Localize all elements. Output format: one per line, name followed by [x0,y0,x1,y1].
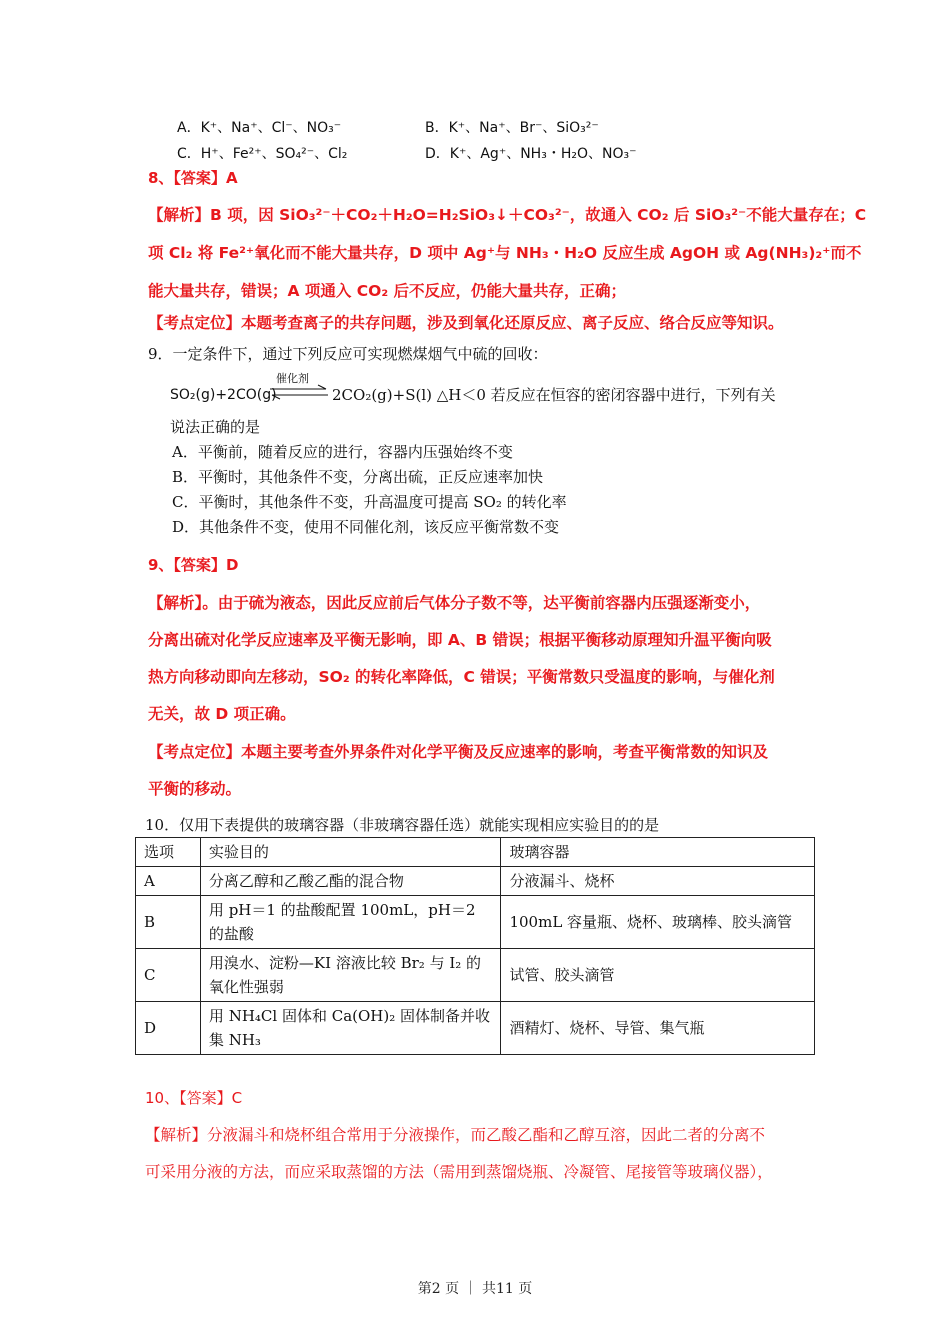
q8-option-d: D．K⁺、Ag⁺、NH₃・H₂O、NO₃⁻ [425,146,637,162]
q9-option-c: C．平衡时，其他条件不变，升高温度可提高 SO₂ 的转化率 [172,493,567,511]
table-cell: C [136,949,201,1002]
table-row [136,867,815,896]
q9-point-line: 平衡的移动。 [148,780,242,798]
q9-answer: 9、【答案】D [148,556,239,574]
q9-analysis-line: 分离出硫对化学反应速率及平衡无影响，即 A、B 错误；根据平衡移动原理知升温平衡向吸 [148,631,772,649]
page-footer: 第2 页 ｜ 共11 页 [417,1281,533,1297]
table-header-row [136,838,815,867]
table-cell: B [136,896,201,949]
q9-analysis-line: 无关，故 D 项正确。 [148,705,296,723]
q10-answer: 10、【答案】C [145,1089,243,1107]
q9-option-d: D．其他条件不变，使用不同催化剂，该反应平衡常数不变 [172,518,560,536]
table-cell: 用 NH₄Cl 固体和 Ca(OH)₂ 固体制备并收集 NH₃ [200,1002,501,1055]
q8-analysis-line: 能大量共存，错误；A 项通入 CO₂ 后不反应，仍能大量共存，正确； [148,282,627,300]
table-header: 玻璃容器 [501,838,815,867]
table-cell: 用溴水、淀粉—KI 溶液比较 Br₂ 与 I₂ 的氧化性强弱 [200,949,501,1002]
table-cell: 分液漏斗、烧杯 [501,867,815,896]
q10-analysis-line: 【解析】分液漏斗和烧杯组合常用于分液操作，而乙酸乙酯和乙醇互溶，因此二者的分离不 [145,1126,766,1144]
table-row [136,949,815,1002]
q8-option-c: C．H⁺、Fe²⁺、SO₄²⁻、Cl₂ [177,146,348,162]
experiment-table [135,837,815,1055]
q8-point: 【考点定位】本题考查离子的共存问题，涉及到氧化还原反应、离子反应、络合反应等知识。 [148,314,784,332]
q9-stem-continued: 说法正确的是 [170,418,261,436]
q9-catalyst: 催化剂 [276,372,309,385]
table-cell: 用 pH＝1 的盐酸配置 100mL，pH＝2 的盐酸 [200,896,501,949]
q9-stem: 9．一定条件下，通过下列反应可实现燃煤烟气中硫的回收： [148,345,548,363]
q10-analysis-line: 可采用分液的方法，而应采取蒸馏的方法（需用到蒸馏烧瓶、冷凝管、尾接管等玻璃仪器）， [145,1163,773,1181]
q9-option-a: A．平衡前，随着反应的进行，容器内压强始终不变 [172,443,513,461]
table-header: 选项 [136,838,201,867]
table-cell: 试管、胶头滴管 [501,949,815,1002]
table-cell: 100mL 容量瓶、烧杯、玻璃棒、胶头滴管 [501,896,815,949]
q8-option-a: A．K⁺、Na⁺、Cl⁻、NO₃⁻ [177,120,342,136]
q8-option-b: B．K⁺、Na⁺、Br⁻、SiO₃²⁻ [425,120,599,136]
q8-answer: 8、【答案】A [148,169,238,187]
q9-analysis-line: 【解析】。由于硫为液态，因此反应前后气体分子数不等，达平衡前容器内压强逐渐变小， [148,594,761,612]
table-cell: 分离乙醇和乙酸乙酯的混合物 [200,867,501,896]
q9-option-b: B．平衡时，其他条件不变，分离出硫，正反应速率加快 [172,468,544,486]
q8-analysis-line: 项 Cl₂ 将 Fe²⁺氧化而不能大量共存，D 项中 Ag⁺与 NH₃・H₂O 反应生成 AgOH 或 Ag(NH₃)₂⁺而不 [148,244,862,262]
table-cell: 酒精灯、烧杯、导管、集气瓶 [501,1002,815,1055]
q9-equation-left: SO₂(g)+2CO(g) [170,387,277,403]
q8-analysis-line: 【解析】B 项，因 SiO₃²⁻＋CO₂＋H₂O=H₂SiO₃↓＋CO₃²⁻，故通入 CO₂ 后 SiO₃²⁻不能大量存在；C [148,206,867,224]
reversible-arrow-icon [268,384,330,400]
table-row [136,1002,815,1055]
q9-point-line: 【考点定位】本题主要考查外界条件对化学平衡及反应速率的影响，考查平衡常数的知识及 [148,743,769,761]
q9-equation-right: 2CO₂(g)+S(l) △H＜0 若反应在恒容的密闭容器中进行，下列有关 [332,386,776,404]
table-cell: A [136,867,201,896]
table-cell: D [136,1002,201,1055]
q10-stem: 10．仅用下表提供的玻璃容器（非玻璃容器任选）就能实现相应实验目的的是 [145,816,660,834]
table-header: 实验目的 [200,838,501,867]
q9-analysis-line: 热方向移动即向左移动，SO₂ 的转化率降低，C 错误；平衡常数只受温度的影响，与催化剂 [148,668,775,686]
table-row [136,896,815,949]
